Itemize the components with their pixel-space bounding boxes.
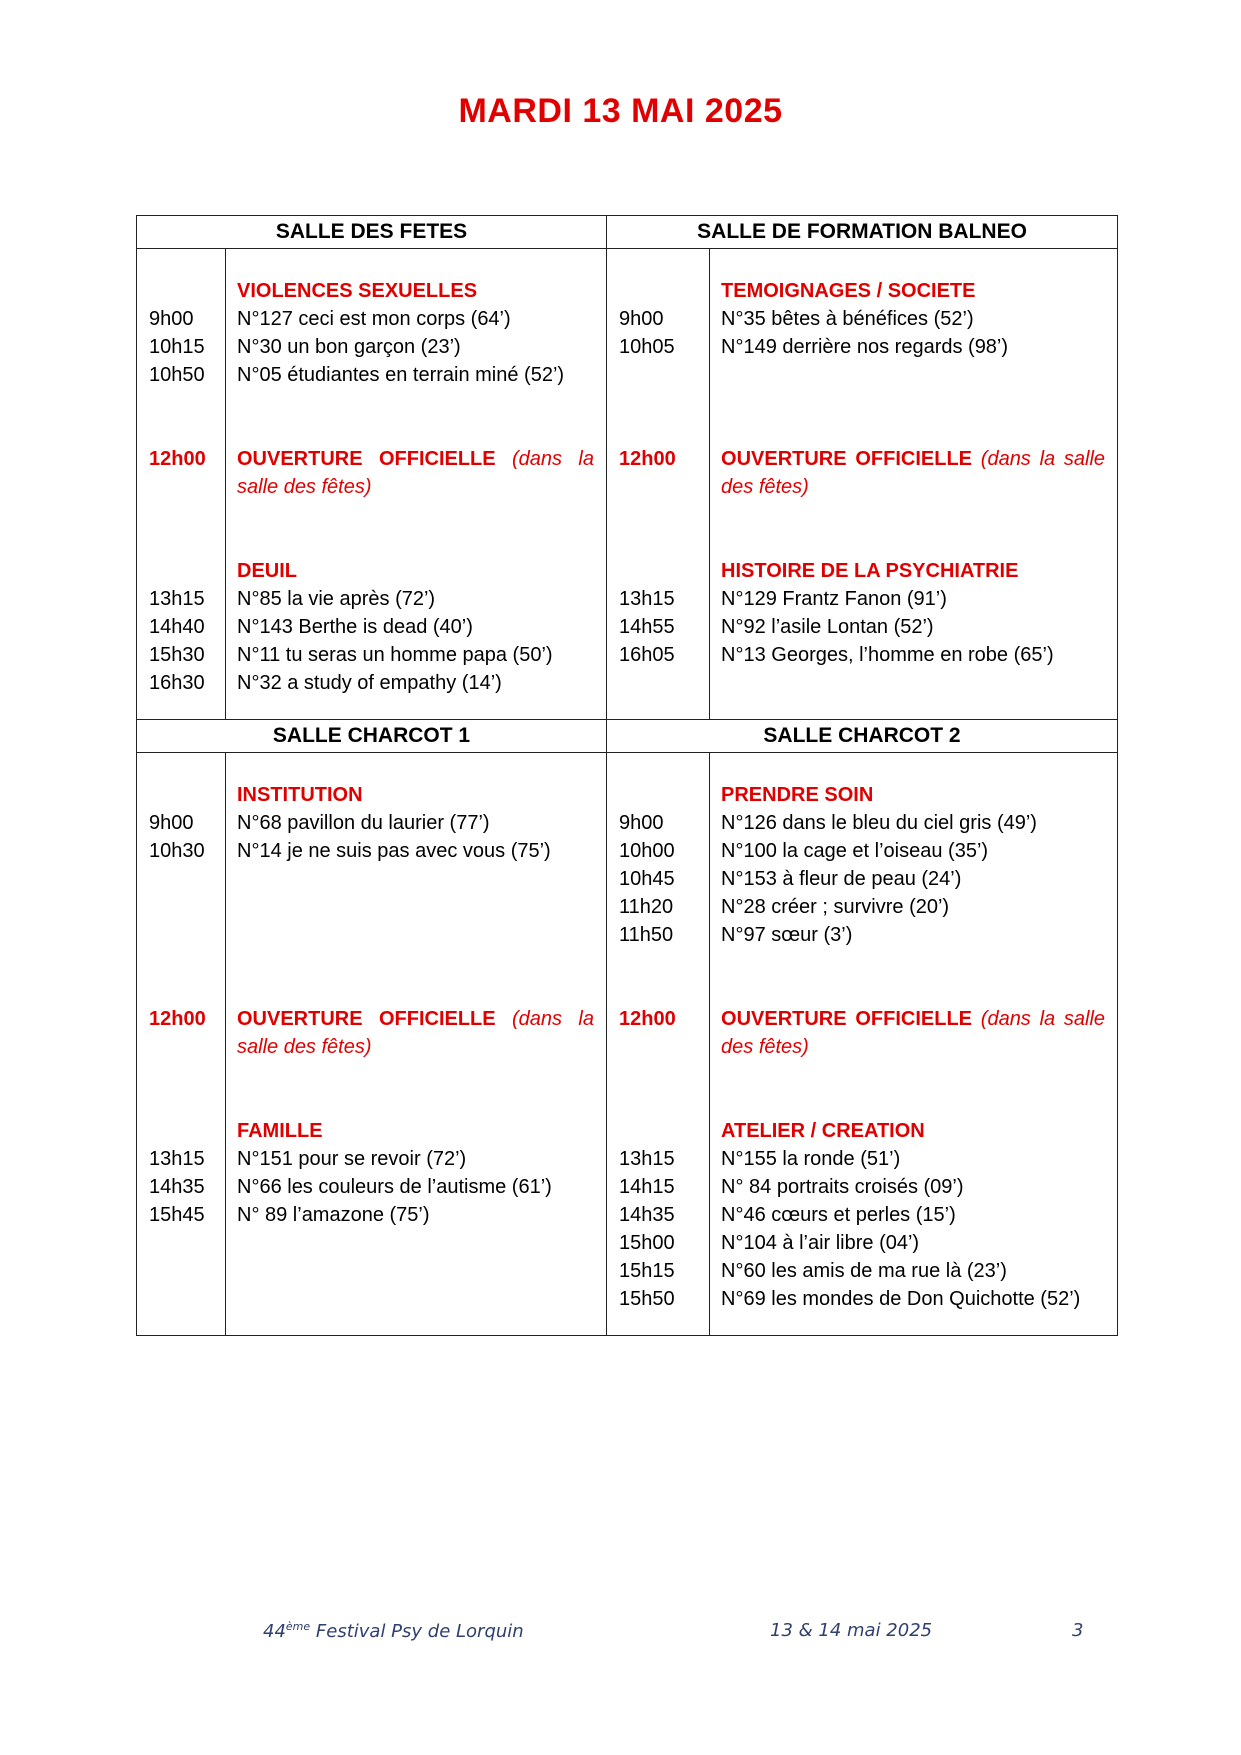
film-entry: N°97 sœur (3’): [721, 924, 853, 946]
time-slot: 9h00: [149, 812, 194, 834]
film-entry: N°155 la ronde (51’): [721, 1148, 901, 1170]
time-slot: 14h55: [619, 616, 675, 638]
film-entry: N°28 créer ; survivre (20’): [721, 896, 950, 918]
film-entry: N°129 Frantz Fanon (91’): [721, 588, 947, 610]
program-column: [226, 753, 607, 1336]
noon-time: 12h00: [619, 1008, 676, 1030]
times-column: [607, 753, 710, 1336]
film-entry: N°68 pavillon du laurier (77’): [237, 812, 490, 834]
time-slot: 13h15: [619, 588, 675, 610]
time-slot: 14h15: [619, 1176, 675, 1198]
time-slot: 9h00: [619, 308, 664, 330]
opening-event: [237, 1005, 594, 1061]
times-column: [137, 753, 226, 1336]
time-slot: 14h35: [619, 1204, 675, 1226]
opening-event-note: (dans la salle des fêtes): [237, 448, 595, 498]
time-slot: 15h00: [619, 1232, 675, 1254]
film-entry: N°66 les couleurs de l’autisme (61’): [237, 1176, 552, 1198]
program-column: [710, 753, 1118, 1336]
room-header-row: [137, 216, 1118, 249]
opening-event: [721, 445, 1105, 501]
time-slot: 10h15: [149, 336, 205, 358]
schedule-table: [136, 215, 1118, 1336]
program-column: [226, 249, 607, 720]
time-slot: 14h40: [149, 616, 205, 638]
time-slot: 10h05: [619, 336, 675, 358]
theme-heading: VIOLENCES SEXUELLES: [237, 280, 478, 302]
opening-event-label: OUVERTURE OFFICIELLE: [237, 448, 496, 470]
footer-dates: 13 & 14 mai 2025: [770, 1620, 933, 1641]
film-entry: N°30 un bon garçon (23’): [237, 336, 461, 358]
noon-time: 12h00: [149, 1008, 206, 1030]
film-entry: N°14 je ne suis pas avec vous (75’): [237, 840, 551, 862]
film-entry: N°69 les mondes de Don Quichotte (52’): [721, 1288, 1081, 1310]
theme-heading: ATELIER / CREATION: [721, 1120, 925, 1142]
time-slot: 13h15: [149, 1148, 205, 1170]
film-entry: N°60 les amis de ma rue là (23’): [721, 1260, 1007, 1282]
film-entry: N°126 dans le bleu du ciel gris (49’): [721, 812, 1037, 834]
theme-heading: INSTITUTION: [237, 784, 363, 806]
film-entry: N° 89 l’amazone (75’): [237, 1204, 430, 1226]
time-slot: 15h15: [619, 1260, 675, 1282]
time-slot: 15h45: [149, 1204, 205, 1226]
opening-event: [237, 445, 594, 501]
film-entry: N°11 tu seras un homme papa (50’): [237, 644, 553, 666]
opening-event: [721, 1005, 1105, 1061]
room-body-row: [137, 753, 1118, 1336]
film-entry: N°13 Georges, l’homme en robe (65’): [721, 644, 1054, 666]
time-slot: 16h05: [619, 644, 675, 666]
time-slot: 9h00: [149, 308, 194, 330]
opening-event-note: (dans la salle des fêtes): [721, 448, 1106, 498]
time-slot: 14h35: [149, 1176, 205, 1198]
time-slot: 11h50: [619, 924, 674, 946]
film-entry: N°149 derrière nos regards (98’): [721, 336, 1009, 358]
theme-heading: PRENDRE SOIN: [721, 784, 874, 806]
time-slot: 10h45: [619, 868, 675, 890]
film-entry: N°85 la vie après (72’): [237, 588, 436, 610]
film-entry: N°104 à l’air libre (04’): [721, 1232, 920, 1254]
footer-festival: [263, 1620, 524, 1642]
film-entry: N°151 pour se revoir (72’): [237, 1148, 467, 1170]
time-slot: 15h50: [619, 1288, 675, 1310]
theme-heading: TEMOIGNAGES / SOCIETE: [721, 280, 976, 302]
time-slot: 16h30: [149, 672, 205, 694]
room-header-row: [137, 720, 1118, 753]
time-slot: 10h50: [149, 364, 205, 386]
time-slot: 9h00: [619, 812, 664, 834]
room-header-salle-des-fetes: SALLE DES FETES: [137, 216, 607, 249]
times-column: [607, 249, 710, 720]
film-entry: N°05 étudiantes en terrain miné (52’): [237, 364, 565, 386]
opening-event-label: OUVERTURE OFFICIELLE: [721, 448, 973, 470]
time-slot: 13h15: [149, 588, 205, 610]
time-slot: 13h15: [619, 1148, 675, 1170]
time-slot: 10h00: [619, 840, 675, 862]
film-entry: N° 84 portraits croisés (09’): [721, 1176, 964, 1198]
film-entry: N°35 bêtes à bénéfices (52’): [721, 308, 974, 330]
room-header-charcot-1: SALLE CHARCOT 1: [137, 720, 607, 753]
film-entry: N°100 la cage et l’oiseau (35’): [721, 840, 989, 862]
film-entry: N°46 cœurs et perles (15’): [721, 1204, 956, 1226]
opening-event-note: (dans la salle des fêtes): [237, 1008, 595, 1058]
time-slot: 15h30: [149, 644, 205, 666]
opening-event-label: OUVERTURE OFFICIELLE: [721, 1008, 973, 1030]
footer-edition-suffix: ème: [285, 1620, 311, 1633]
film-entry: N°92 l’asile Lontan (52’): [721, 616, 934, 638]
noon-time: 12h00: [149, 448, 206, 470]
time-slot: 10h30: [149, 840, 205, 862]
theme-heading: DEUIL: [237, 560, 297, 582]
theme-heading: FAMILLE: [237, 1120, 323, 1142]
room-header-charcot-2: SALLE CHARCOT 2: [607, 720, 1118, 753]
film-entry: N°153 à fleur de peau (24’): [721, 868, 962, 890]
film-entry: N°32 a study of empathy (14’): [237, 672, 502, 694]
noon-time: 12h00: [619, 448, 676, 470]
opening-event-label: OUVERTURE OFFICIELLE: [237, 1008, 496, 1030]
footer-edition-number: 44: [263, 1621, 286, 1642]
film-entry: N°143 Berthe is dead (40’): [237, 616, 473, 638]
time-slot: 11h20: [619, 896, 674, 918]
film-entry: N°127 ceci est mon corps (64’): [237, 308, 511, 330]
room-body-row: [137, 249, 1118, 720]
program-column: [710, 249, 1118, 720]
footer-page-number: 3: [1072, 1620, 1084, 1641]
theme-heading: HISTOIRE DE LA PSYCHIATRIE: [721, 560, 1019, 582]
opening-event-note: (dans la salle des fêtes): [721, 1008, 1106, 1058]
footer-festival-name: Festival Psy de Lorquin: [315, 1621, 524, 1642]
page-title: MARDI 13 MAI 2025: [458, 92, 783, 130]
times-column: [137, 249, 226, 720]
room-header-salle-balneo: SALLE DE FORMATION BALNEO: [607, 216, 1118, 249]
